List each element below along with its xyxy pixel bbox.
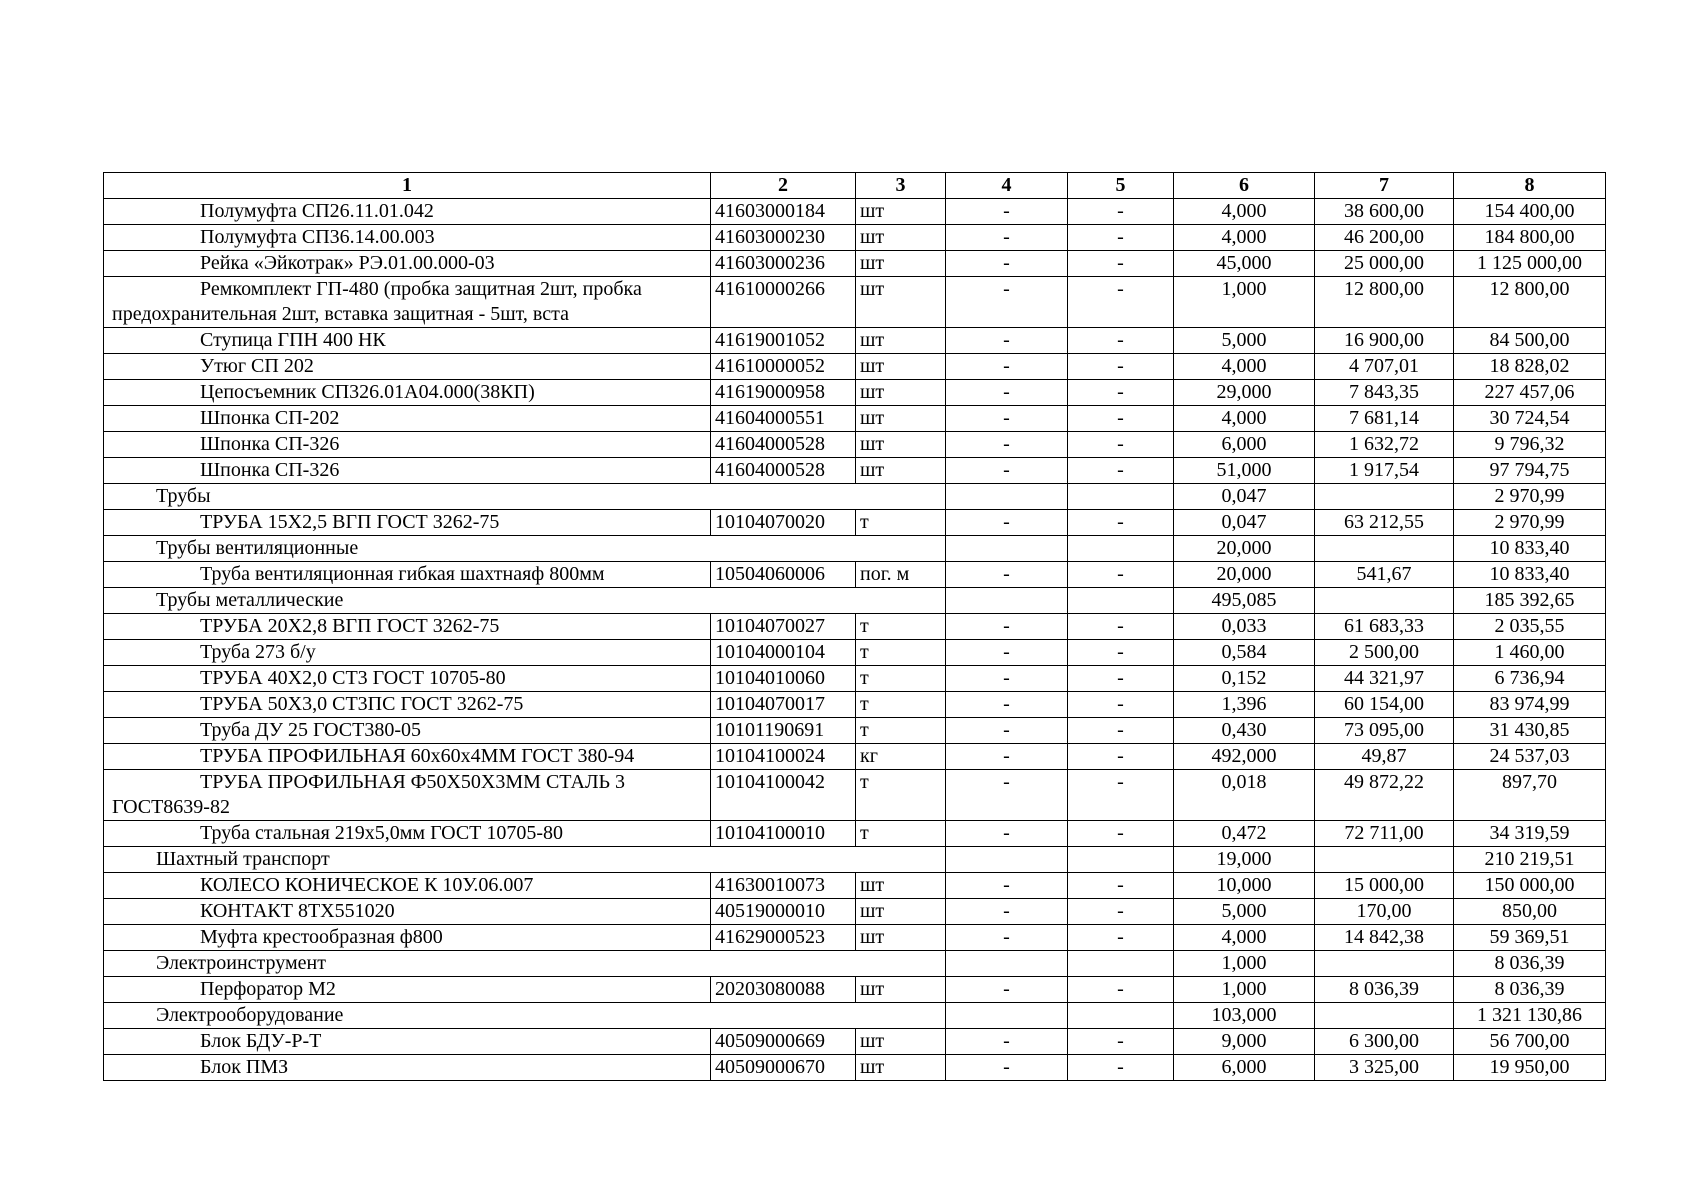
item-name: КОЛЕСО КОНИЧЕСКОЕ К 10У.06.007 xyxy=(104,873,711,899)
cell-col4: - xyxy=(946,328,1068,354)
cell-col5: - xyxy=(1068,770,1174,821)
item-code: 41629000523 xyxy=(711,925,856,951)
cell-col5: - xyxy=(1068,977,1174,1003)
cell-col4: - xyxy=(946,251,1068,277)
item-unit: шт xyxy=(856,432,946,458)
table-row xyxy=(104,199,1606,225)
item-name: Шпонка СП-202 xyxy=(104,406,711,432)
cell-col5: - xyxy=(1068,899,1174,925)
group-name: Электрооборудование xyxy=(104,1003,946,1029)
item-price: 46 200,00 xyxy=(1315,225,1454,251)
cell-col5 xyxy=(1068,951,1174,977)
item-price: 38 600,00 xyxy=(1315,199,1454,225)
cell-col5: - xyxy=(1068,666,1174,692)
cell-col5: - xyxy=(1068,328,1174,354)
cell-col5: - xyxy=(1068,1055,1174,1081)
item-name: ТРУБА 50Х3,0 СТ3ПС ГОСТ 3262-75 xyxy=(104,692,711,718)
item-code: 10104100024 xyxy=(711,744,856,770)
item-code: 10101190691 xyxy=(711,718,856,744)
item-price: 25 000,00 xyxy=(1315,251,1454,277)
column-header: 6 xyxy=(1174,173,1315,199)
item-quantity: 1,000 xyxy=(1174,977,1315,1003)
table-row xyxy=(104,458,1606,484)
cell-col5: - xyxy=(1068,821,1174,847)
item-code: 10104070020 xyxy=(711,510,856,536)
item-unit: т xyxy=(856,510,946,536)
inventory-table xyxy=(103,172,1606,1081)
item-price: 49 872,22 xyxy=(1315,770,1454,821)
item-unit: шт xyxy=(856,328,946,354)
cell-col5 xyxy=(1068,1003,1174,1029)
item-price: 8 036,39 xyxy=(1315,977,1454,1003)
table-row xyxy=(104,614,1606,640)
item-sum: 227 457,06 xyxy=(1454,380,1606,406)
item-unit: шт xyxy=(856,899,946,925)
cell-col4: - xyxy=(946,925,1068,951)
cell-col5 xyxy=(1068,536,1174,562)
item-unit: т xyxy=(856,692,946,718)
column-header: 8 xyxy=(1454,173,1606,199)
item-code: 41603000184 xyxy=(711,199,856,225)
item-sum: 154 400,00 xyxy=(1454,199,1606,225)
item-quantity: 5,000 xyxy=(1174,899,1315,925)
item-code: 10104100010 xyxy=(711,821,856,847)
table-row xyxy=(104,977,1606,1003)
item-code: 40519000010 xyxy=(711,899,856,925)
group-name: Трубы металлические xyxy=(104,588,946,614)
item-quantity: 495,085 xyxy=(1174,588,1315,614)
cell-col5 xyxy=(1068,588,1174,614)
table-row xyxy=(104,821,1606,847)
item-price: 6 300,00 xyxy=(1315,1029,1454,1055)
item-unit: т xyxy=(856,666,946,692)
item-code: 10104070017 xyxy=(711,692,856,718)
item-quantity: 51,000 xyxy=(1174,458,1315,484)
table-row xyxy=(104,251,1606,277)
item-sum: 2 970,99 xyxy=(1454,510,1606,536)
table-row xyxy=(104,640,1606,666)
item-code: 41603000230 xyxy=(711,225,856,251)
item-quantity: 492,000 xyxy=(1174,744,1315,770)
item-name: ТРУБА 40Х2,0 СТ3 ГОСТ 10705-80 xyxy=(104,666,711,692)
item-quantity: 0,047 xyxy=(1174,484,1315,510)
cell-col4: - xyxy=(946,458,1068,484)
cell-col4: - xyxy=(946,899,1068,925)
cell-col4: - xyxy=(946,692,1068,718)
cell-col5: - xyxy=(1068,640,1174,666)
column-header: 3 xyxy=(856,173,946,199)
group-name: Шахтный транспорт xyxy=(104,847,946,873)
item-sum: 2 035,55 xyxy=(1454,614,1606,640)
cell-col5: - xyxy=(1068,251,1174,277)
table-row xyxy=(104,770,1606,821)
column-header: 5 xyxy=(1068,173,1174,199)
item-price xyxy=(1315,484,1454,510)
item-price: 61 683,33 xyxy=(1315,614,1454,640)
table-row xyxy=(104,718,1606,744)
cell-col4: - xyxy=(946,354,1068,380)
item-name: Шпонка СП-326 xyxy=(104,432,711,458)
item-sum: 97 794,75 xyxy=(1454,458,1606,484)
item-code: 41630010073 xyxy=(711,873,856,899)
item-name: Ступица ГПН 400 НК xyxy=(104,328,711,354)
cell-col4: - xyxy=(946,277,1068,328)
item-price: 60 154,00 xyxy=(1315,692,1454,718)
item-name: Рейка «Эйкотрак» РЭ.01.00.000-03 xyxy=(104,251,711,277)
group-row xyxy=(104,1003,1606,1029)
group-name: Трубы вентиляционные xyxy=(104,536,946,562)
item-name: Муфта крестообразная ф800 xyxy=(104,925,711,951)
cell-col5 xyxy=(1068,484,1174,510)
item-price: 1 632,72 xyxy=(1315,432,1454,458)
cell-col5: - xyxy=(1068,614,1174,640)
item-quantity: 1,000 xyxy=(1174,277,1315,328)
item-sum: 150 000,00 xyxy=(1454,873,1606,899)
cell-col4 xyxy=(946,536,1068,562)
item-code: 10104070027 xyxy=(711,614,856,640)
column-header: 1 xyxy=(104,173,711,199)
cell-col4: - xyxy=(946,718,1068,744)
item-sum: 897,70 xyxy=(1454,770,1606,821)
cell-col4 xyxy=(946,951,1068,977)
cell-col4: - xyxy=(946,873,1068,899)
table-row xyxy=(104,692,1606,718)
item-sum: 850,00 xyxy=(1454,899,1606,925)
table-row xyxy=(104,432,1606,458)
item-sum: 8 036,39 xyxy=(1454,977,1606,1003)
item-quantity: 1,000 xyxy=(1174,951,1315,977)
item-price: 170,00 xyxy=(1315,899,1454,925)
group-row xyxy=(104,847,1606,873)
table-row xyxy=(104,1029,1606,1055)
table-row xyxy=(104,328,1606,354)
item-sum: 24 537,03 xyxy=(1454,744,1606,770)
cell-col4: - xyxy=(946,744,1068,770)
cell-col4: - xyxy=(946,380,1068,406)
item-unit: шт xyxy=(856,1055,946,1081)
item-name: Труба ДУ 25 ГОСТ380-05 xyxy=(104,718,711,744)
cell-col4: - xyxy=(946,562,1068,588)
table-row xyxy=(104,380,1606,406)
item-sum: 184 800,00 xyxy=(1454,225,1606,251)
item-quantity: 5,000 xyxy=(1174,328,1315,354)
item-name: Труба вентиляционная гибкая шахтнаяф 800мм xyxy=(104,562,711,588)
item-quantity: 45,000 xyxy=(1174,251,1315,277)
item-name: Ремкомплект ГП-480 (пробка защитная 2шт, пробка предохранительная 2шт, вставка защитная - 5шт, вста xyxy=(104,277,711,328)
item-name: Цепосъемник СП326.01А04.000(38КП) xyxy=(104,380,711,406)
item-code: 10104010060 xyxy=(711,666,856,692)
item-quantity: 9,000 xyxy=(1174,1029,1315,1055)
cell-col4 xyxy=(946,484,1068,510)
item-price: 2 500,00 xyxy=(1315,640,1454,666)
cell-col4: - xyxy=(946,406,1068,432)
item-unit: шт xyxy=(856,977,946,1003)
item-sum: 31 430,85 xyxy=(1454,718,1606,744)
item-price: 7 681,14 xyxy=(1315,406,1454,432)
item-name: КОНТАКТ 8ТХ551020 xyxy=(104,899,711,925)
item-name: ТРУБА ПРОФИЛЬНАЯ Ф50Х50Х3ММ СТАЛЬ 3 ГОСТ8639-82 xyxy=(104,770,711,821)
item-sum: 1 125 000,00 xyxy=(1454,251,1606,277)
item-price: 12 800,00 xyxy=(1315,277,1454,328)
item-quantity: 0,033 xyxy=(1174,614,1315,640)
cell-col5: - xyxy=(1068,432,1174,458)
column-header: 2 xyxy=(711,173,856,199)
item-unit: шт xyxy=(856,380,946,406)
item-quantity: 4,000 xyxy=(1174,199,1315,225)
item-sum: 34 319,59 xyxy=(1454,821,1606,847)
table-body xyxy=(104,199,1606,1081)
item-unit: шт xyxy=(856,354,946,380)
item-price: 63 212,55 xyxy=(1315,510,1454,536)
cell-col5: - xyxy=(1068,718,1174,744)
table-row xyxy=(104,1055,1606,1081)
item-unit: т xyxy=(856,640,946,666)
column-header: 4 xyxy=(946,173,1068,199)
item-name: Полумуфта СП36.14.00.003 xyxy=(104,225,711,251)
cell-col4: - xyxy=(946,510,1068,536)
item-sum: 1 321 130,86 xyxy=(1454,1003,1606,1029)
cell-col4 xyxy=(946,847,1068,873)
table-row xyxy=(104,406,1606,432)
cell-col5: - xyxy=(1068,562,1174,588)
cell-col5 xyxy=(1068,847,1174,873)
item-quantity: 1,396 xyxy=(1174,692,1315,718)
item-quantity: 0,584 xyxy=(1174,640,1315,666)
item-sum: 185 392,65 xyxy=(1454,588,1606,614)
item-price: 72 711,00 xyxy=(1315,821,1454,847)
item-unit: шт xyxy=(856,251,946,277)
cell-col4: - xyxy=(946,225,1068,251)
group-row xyxy=(104,536,1606,562)
item-code: 40509000669 xyxy=(711,1029,856,1055)
cell-col5: - xyxy=(1068,692,1174,718)
item-quantity: 19,000 xyxy=(1174,847,1315,873)
cell-col5: - xyxy=(1068,225,1174,251)
cell-col4: - xyxy=(946,821,1068,847)
item-code: 20203080088 xyxy=(711,977,856,1003)
item-quantity: 10,000 xyxy=(1174,873,1315,899)
item-sum: 1 460,00 xyxy=(1454,640,1606,666)
item-price xyxy=(1315,588,1454,614)
item-quantity: 6,000 xyxy=(1174,432,1315,458)
column-header: 7 xyxy=(1315,173,1454,199)
table-row xyxy=(104,899,1606,925)
item-unit: т xyxy=(856,770,946,821)
item-sum: 210 219,51 xyxy=(1454,847,1606,873)
item-sum: 12 800,00 xyxy=(1454,277,1606,328)
item-price: 541,67 xyxy=(1315,562,1454,588)
cell-col4: - xyxy=(946,614,1068,640)
group-row xyxy=(104,588,1606,614)
item-unit: пог. м xyxy=(856,562,946,588)
item-name: ТРУБА ПРОФИЛЬНАЯ 60х60х4ММ ГОСТ 380-94 xyxy=(104,744,711,770)
item-sum: 9 796,32 xyxy=(1454,432,1606,458)
item-sum: 10 833,40 xyxy=(1454,536,1606,562)
cell-col4: - xyxy=(946,432,1068,458)
item-sum: 56 700,00 xyxy=(1454,1029,1606,1055)
item-unit: кг xyxy=(856,744,946,770)
item-name: Шпонка СП-326 xyxy=(104,458,711,484)
cell-col4: - xyxy=(946,1055,1068,1081)
item-price: 3 325,00 xyxy=(1315,1055,1454,1081)
item-sum: 18 828,02 xyxy=(1454,354,1606,380)
cell-col5: - xyxy=(1068,744,1174,770)
item-code: 41610000266 xyxy=(711,277,856,328)
cell-col5: - xyxy=(1068,1029,1174,1055)
table-row xyxy=(104,277,1606,328)
item-unit: шт xyxy=(856,925,946,951)
item-code: 41603000236 xyxy=(711,251,856,277)
item-quantity: 0,152 xyxy=(1174,666,1315,692)
item-quantity: 0,047 xyxy=(1174,510,1315,536)
item-sum: 19 950,00 xyxy=(1454,1055,1606,1081)
table-row xyxy=(104,925,1606,951)
cell-col4: - xyxy=(946,977,1068,1003)
item-quantity: 6,000 xyxy=(1174,1055,1315,1081)
item-name: ТРУБА 20Х2,8 ВГП ГОСТ 3262-75 xyxy=(104,614,711,640)
cell-col4: - xyxy=(946,770,1068,821)
item-name: Утюг СП 202 xyxy=(104,354,711,380)
item-name: Блок БДУ-Р-Т xyxy=(104,1029,711,1055)
group-row xyxy=(104,484,1606,510)
table-row xyxy=(104,225,1606,251)
item-quantity: 0,472 xyxy=(1174,821,1315,847)
item-quantity: 29,000 xyxy=(1174,380,1315,406)
item-name: Блок ПМЗ xyxy=(104,1055,711,1081)
item-name: Труба стальная 219х5,0мм ГОСТ 10705-80 xyxy=(104,821,711,847)
item-name: Труба 273 б/у xyxy=(104,640,711,666)
item-price: 4 707,01 xyxy=(1315,354,1454,380)
item-unit: т xyxy=(856,821,946,847)
group-row xyxy=(104,951,1606,977)
cell-col5: - xyxy=(1068,277,1174,328)
item-sum: 8 036,39 xyxy=(1454,951,1606,977)
cell-col5: - xyxy=(1068,458,1174,484)
item-code: 10104000104 xyxy=(711,640,856,666)
item-sum: 84 500,00 xyxy=(1454,328,1606,354)
item-quantity: 4,000 xyxy=(1174,925,1315,951)
table-row xyxy=(104,562,1606,588)
item-sum: 83 974,99 xyxy=(1454,692,1606,718)
item-price xyxy=(1315,536,1454,562)
table-row xyxy=(104,666,1606,692)
item-sum: 6 736,94 xyxy=(1454,666,1606,692)
cell-col5: - xyxy=(1068,406,1174,432)
item-quantity: 4,000 xyxy=(1174,354,1315,380)
item-price xyxy=(1315,847,1454,873)
cell-col5: - xyxy=(1068,354,1174,380)
item-unit: т xyxy=(856,614,946,640)
cell-col4: - xyxy=(946,1029,1068,1055)
item-sum: 10 833,40 xyxy=(1454,562,1606,588)
item-name: Полумуфта СП26.11.01.042 xyxy=(104,199,711,225)
item-price: 73 095,00 xyxy=(1315,718,1454,744)
cell-col4 xyxy=(946,588,1068,614)
item-code: 41619001052 xyxy=(711,328,856,354)
item-sum: 2 970,99 xyxy=(1454,484,1606,510)
item-quantity: 103,000 xyxy=(1174,1003,1315,1029)
item-code: 10504060006 xyxy=(711,562,856,588)
item-unit: шт xyxy=(856,406,946,432)
item-unit: шт xyxy=(856,873,946,899)
item-sum: 59 369,51 xyxy=(1454,925,1606,951)
item-price: 15 000,00 xyxy=(1315,873,1454,899)
item-price: 7 843,35 xyxy=(1315,380,1454,406)
item-code: 10104100042 xyxy=(711,770,856,821)
item-unit: шт xyxy=(856,458,946,484)
item-name: ТРУБА 15Х2,5 ВГП ГОСТ 3262-75 xyxy=(104,510,711,536)
header-row xyxy=(104,173,1606,199)
table-row xyxy=(104,744,1606,770)
item-price: 16 900,00 xyxy=(1315,328,1454,354)
item-unit: шт xyxy=(856,277,946,328)
item-price: 14 842,38 xyxy=(1315,925,1454,951)
cell-col5: - xyxy=(1068,510,1174,536)
item-price xyxy=(1315,1003,1454,1029)
item-quantity: 4,000 xyxy=(1174,225,1315,251)
item-code: 41610000052 xyxy=(711,354,856,380)
table-row xyxy=(104,873,1606,899)
item-quantity: 20,000 xyxy=(1174,562,1315,588)
item-quantity: 4,000 xyxy=(1174,406,1315,432)
item-unit: шт xyxy=(856,199,946,225)
cell-col4 xyxy=(946,1003,1068,1029)
group-name: Электроинструмент xyxy=(104,951,946,977)
item-sum: 30 724,54 xyxy=(1454,406,1606,432)
item-price: 49,87 xyxy=(1315,744,1454,770)
item-quantity: 0,430 xyxy=(1174,718,1315,744)
item-unit: шт xyxy=(856,225,946,251)
item-price: 44 321,97 xyxy=(1315,666,1454,692)
item-price xyxy=(1315,951,1454,977)
item-quantity: 20,000 xyxy=(1174,536,1315,562)
cell-col5: - xyxy=(1068,380,1174,406)
cell-col5: - xyxy=(1068,873,1174,899)
item-quantity: 0,018 xyxy=(1174,770,1315,821)
cell-col4: - xyxy=(946,640,1068,666)
item-code: 41604000528 xyxy=(711,432,856,458)
item-code: 41604000551 xyxy=(711,406,856,432)
cell-col5: - xyxy=(1068,925,1174,951)
item-code: 41619000958 xyxy=(711,380,856,406)
cell-col4: - xyxy=(946,666,1068,692)
item-code: 41604000528 xyxy=(711,458,856,484)
table-row xyxy=(104,510,1606,536)
item-name: Перфоратор М2 xyxy=(104,977,711,1003)
item-code: 40509000670 xyxy=(711,1055,856,1081)
item-unit: шт xyxy=(856,1029,946,1055)
cell-col4: - xyxy=(946,199,1068,225)
item-unit: т xyxy=(856,718,946,744)
item-price: 1 917,54 xyxy=(1315,458,1454,484)
cell-col5: - xyxy=(1068,199,1174,225)
group-name: Трубы xyxy=(104,484,946,510)
table-row xyxy=(104,354,1606,380)
